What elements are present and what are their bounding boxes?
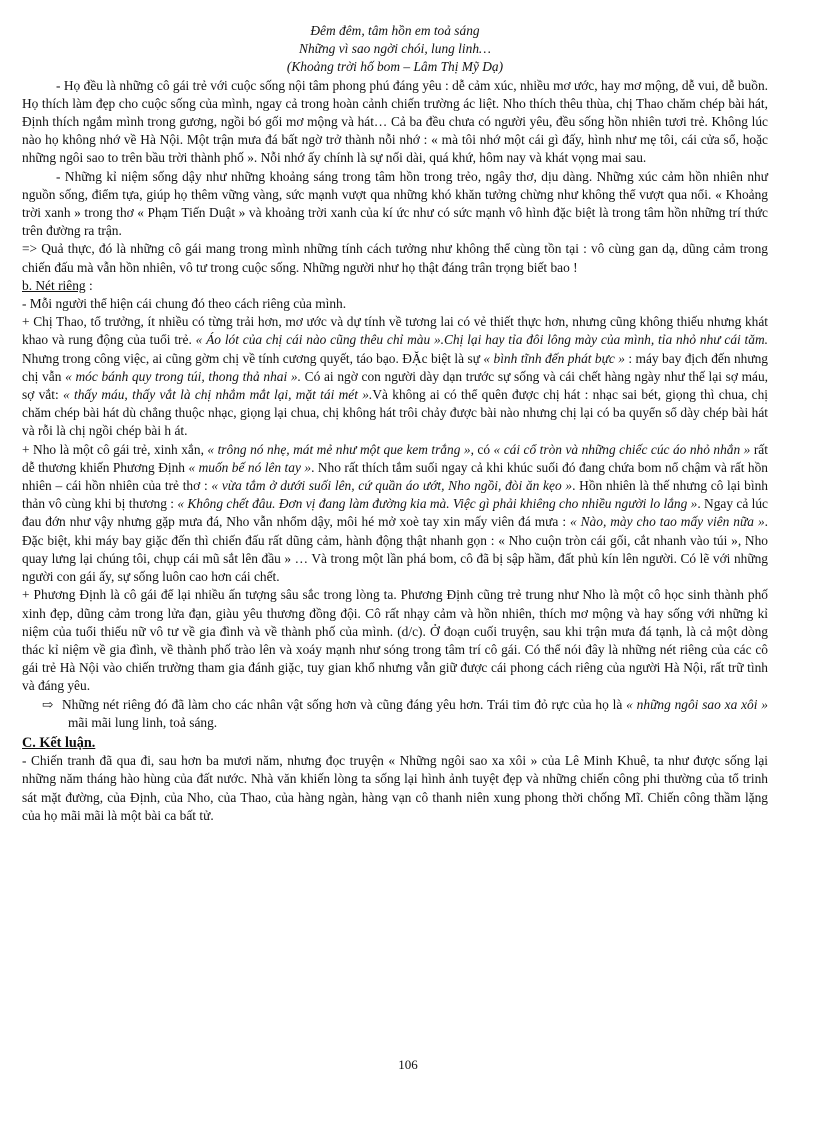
text-span: Có ai ngờ con người dày dạn trước sự sống và cái chết hàng ngày như thế lại sợ máu, sợ vắt: <box>22 368 769 403</box>
poem-line-1: Đêm đêm, tâm hồn em toả sáng <box>310 23 480 38</box>
poem-source: (Khoảng trời hố bom – Lâm Thị Mỹ Dạ) <box>286 59 504 75</box>
section-heading-b <box>22 277 768 295</box>
arrow-right-icon: ⇨ <box>42 696 54 712</box>
text-span: mãi mãi lung linh, toả sáng. <box>68 714 218 730</box>
text-span: Những nét riêng đó đã làm cho các nhân vật sống hơn và cũng đáng yêu hơn. Trái tim đỏ rực của họ là <box>62 696 627 712</box>
paragraph-chi-thao <box>22 313 768 440</box>
paragraph-each-person: - Mỗi người thể hiện cái chung đó theo cách riêng của mình. <box>22 296 347 312</box>
paragraph-arrow-summary <box>22 696 768 732</box>
paragraph-conclusion-common: => Quả thực, đó là những cô gái mang trong mình những tính cách tưởng như không thể cùng tồn tại : vô cùng gan dạ, dũng cảm trong chiến đấu mà vẫn hồn nhiên, vô tư trong cuộc sống. Những người như họ thật đáng trân trọng biết bao ! <box>22 241 768 275</box>
quote-span: « Không chết đâu. Đơn vị đang làm đường kia mà. Việc gì phải khiêng cho nhiều người lo lắng » <box>177 496 698 512</box>
quote-span: « móc bánh quy trong túi, thong thả nhai ». <box>65 368 301 384</box>
text-span: . Nho rất thích tắm suối ngay cả khi khúc suối đó đang chứa bom nổ chậm và rất hồn nhiên – cái hồn nhiên của trẻ thơ : <box>22 459 769 494</box>
poem-line-2: Những vì sao ngời chói, lung linh… <box>299 41 491 57</box>
page-number: 106 <box>398 1057 418 1072</box>
paragraph-characters-inner-life: - Họ đều là những cô gái trẻ với cuộc sống nội tâm phong phú đáng yêu : dễ cảm xúc, nhiều mơ ước, hay mơ mộng, dễ vui, dễ buồn. Họ thích làm đẹp cho cuộc sống của mình, ngay cả trong hoàn cảnh chiến trường ác liệt. Nho thích thêu thùa, chị Thao chăm chép bài hát, Định thích ngắm mình trong gương, ngồi bó gối mơ mộng và hát… Cả ba đều chưa có người yêu, đều sống hồn nhiên tươi trẻ. Không lúc nào họ không nhớ về Hà Nội. Một trận mưa đá bất ngờ trở thành nỗi nhớ : « mà tôi nhớ một cái gì đấy, hình như mẹ tôi, cái cửa sổ, hoặc những ngôi sao to trên bầu trời thành phố ». Nỗi nhớ ấy chính là sự nối dài, quá khứ, hôm nay và khát vọng mai sau. <box>22 77 768 166</box>
quote-span: « Nào, mày cho tao mấy viên nữa » <box>569 514 765 530</box>
text-span: . Ngay cả lúc đau đớn như vậy nhưng gặp mưa đá, Nho vẫn nhổm dậy, môi hé mở xoè tay xin mấy viên đá mưa : <box>22 496 768 530</box>
paragraph-memories: - Những kỉ niệm sống dậy như những khoảng sáng trong tâm hồn trong trẻo, ngây thơ, dịu dàng. Những xúc cảm hồn nhiên như nguồn sống, điểm tựa, giúp họ thêm vững vàng, sức mạnh vượt qua những khó khăn tưởng chừng như không thể vượt qua nổi. « Khoảng trời xanh » trong thơ « Phạm Tiến Duật » và khoảng trời xanh của kí ức như có sức mạnh vô hình đặc biệt là trong tâm hồn những trí thức trên đường ra trận. <box>22 168 768 239</box>
quote-span: « muốn bế nó lên tay » <box>188 459 312 475</box>
quote-span: « Áo lót của chị cái nào cũng thêu chỉ màu ».Chị lại hay tỉa đôi lông mày của mình, tỉa nhỏ như cái tăm. <box>195 332 768 348</box>
text-span: Và không ai có thể quên được chị hát : nhạc sai bét, giọng thì chua, chị chăm chép bài hát dù chẳng thuộc nhạc, giọng lại chua, chị không hát trôi chảy được bài nào nhưng chị lại có ba quyển sổ dày chép bài hát và rỗi là chị ngồi chép bài h át. <box>22 387 768 439</box>
section-heading-c: C. Kết luận. <box>22 734 96 751</box>
text-span: , có <box>470 441 494 457</box>
paragraph-phuong-dinh: + Phương Định là cô gái để lại nhiều ấn tượng sâu sắc trong lòng ta. Phương Định cũng trẻ trung như Nho là một cô học sinh thành phố xinh đẹp, dũng cảm trong lửa đạn, giàu yêu thương đồng đội. Cô rất nhạy cảm và hồn nhiên, thích mơ mộng và hay sống với những kỉ niệm của tuổi thiếu nữ vô tư về gia đình và về thành phố của mình. (d/c). Ở đoạn cuối truyện, sau khi trận mưa đá tạnh, là cả một dòng thác kỉ niệm về gia đình, về thành phố trào lên và xoáy mạnh như sóng trong tâm trí cô gái. Có thể nói đây là những nét riêng của các cô gái trẻ Hà Nội vào chiến trường tham gia đánh giặc, tuy gian khổ nhưng vẫn giữ được cái phong cách riêng của người Hà Nội, rất trữ tình và đáng yêu. <box>22 587 768 694</box>
quote-span: « những ngôi sao xa xôi » <box>626 696 768 712</box>
paragraph-nho <box>22 441 768 587</box>
text-span: rất dễ thương khiến Phương Định <box>22 441 768 475</box>
quote-span: « trông nó nhẹ, mát mẻ như một que kem trắng » <box>207 441 471 457</box>
quote-span: « thấy máu, thấy vắt là chị nhắm mắt lại, mặt tái mét ». <box>63 387 373 403</box>
paragraph-ket-luan: - Chiến tranh đã qua đi, sau hơn ba mươi năm, nhưng đọc truyện « Những ngôi sao xa xôi » của Lê Minh Khuê, ta như được sống lại những năm tháng hào hùng của đất nước. Nhà văn khiến lòng ta sống lại hình ảnh tuyệt đẹp và những chiến công phi thường của tổ trinh sát mặt đường, của Định, của Nho, của Thao, của hàng ngàn, hàng vạn cô thanh niên xung phong thời chống Mĩ. Chiến công thầm lặng của họ mãi mãi là một bài ca bất tử. <box>22 753 768 823</box>
text-span: . Đặc biệt, khi máy bay giặc đến thì chiến đấu rất dũng cảm, hành động thật nhanh gọn : « Nho cuộn tròn cái gối, cắt nhanh vào túi », Nho quay lưng lại chúng tôi, chụp cái mũ sắt lên đầu » … Và trong một lần phá bom, cô đã bị sập hầm, đất phủ kín lên người. Có lẽ với những người con gái ấy, sự sống luôn cao hơn cái chết. <box>22 514 768 585</box>
text-span: : máy bay địch đến nhưng chị vẫn <box>22 350 768 384</box>
text-span: . Hồn nhiên là thế nhưng cô lại bình thản vô cùng khi bị thương : <box>22 478 768 512</box>
text-span: + Chị Thao, tổ trưởng, ít nhiều có từng trải hơn, mơ ước và dự tính về tương lai có vẻ thiết thực hơn, nhưng cũng không thiếu nhưng khát khao và rung động của tuổi trẻ. <box>22 314 768 348</box>
quote-span: « vừa tắm ở dưới suối lên, cứ quần áo ướt, Nho ngồi, đòi ăn kẹo » <box>211 478 573 494</box>
section-heading-b-text: b. Nét riêng <box>22 277 86 293</box>
text-span: Nhưng trong công việc, ai cũng gờm chị về tính cương quyết, táo bạo. ĐẶc biệt là sự <box>22 350 484 366</box>
quote-span: « bình tĩnh đến phát bực » <box>483 350 625 366</box>
quote-span: « cái cổ tròn và những chiếc cúc áo nhỏ nhắn » <box>493 441 751 457</box>
text-span: + Nho là một cô gái trẻ, xinh xắn, <box>22 441 208 457</box>
section-heading-b-colon: : <box>85 277 93 293</box>
